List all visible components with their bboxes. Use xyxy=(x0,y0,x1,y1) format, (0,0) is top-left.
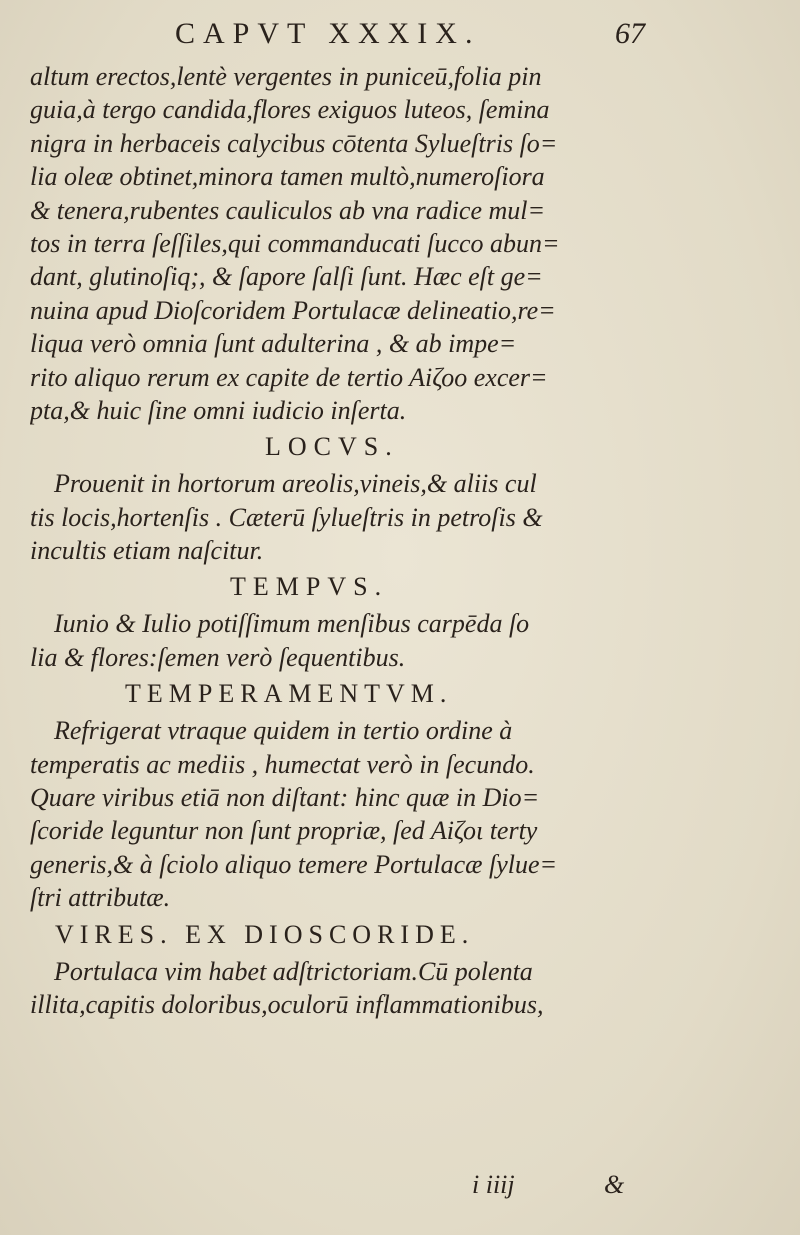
section-heading-tempus: TEMPVS. xyxy=(230,572,389,602)
signature-mark: i iiij xyxy=(472,1170,515,1199)
text-line: temperatis ac mediis , humectat verò in ſecundo. xyxy=(30,749,535,779)
text-line: nigra in herbaceis calycibus cōtenta Sylueſtris ſo= xyxy=(30,128,558,158)
section-heading-locus: LOCVS. xyxy=(265,432,399,462)
text-line: ſtri attributæ. xyxy=(30,883,171,913)
text-block xyxy=(30,60,750,1021)
temperamentum-paragraph xyxy=(30,714,750,914)
text-line: incultis etiam naſcitur. xyxy=(30,536,264,566)
text-line: Quare viribus etiā non diſtant: hinc quæ in Dio= xyxy=(30,783,540,813)
description-paragraph xyxy=(30,60,750,427)
text-line: rito aliquo rerum ex capite de tertio Aiζοο excer= xyxy=(30,362,548,392)
text-line: lia oleæ obtinet,minora tamen multò,numeroſiora xyxy=(30,162,545,192)
tempus-paragraph xyxy=(30,607,750,674)
running-head: CAPVT XXXIX. xyxy=(175,17,481,50)
text-line: Iunio & Iulio potiſſimum menſibus carpēda ſo xyxy=(54,609,530,639)
catchword: & xyxy=(604,1170,625,1199)
text-line: Prouenit in hortorum areolis,vineis,& aliis cul xyxy=(54,469,537,499)
page-header xyxy=(0,14,800,54)
text-line: illita,capitis doloribus,oculorū inflammationibus, xyxy=(30,989,544,1019)
page-number: 67 xyxy=(615,17,645,50)
text-line: generis,& à ſciolo aliquo temere Portulacæ ſylue= xyxy=(30,849,558,879)
section-heading-temperamentum: TEMPERAMENTVM. xyxy=(125,679,453,709)
text-line: Portulaca vim habet adſtrictoriam.Cū polenta xyxy=(54,956,533,986)
text-line: liqua verò omnia ſunt adulterina , & ab impe= xyxy=(30,329,517,359)
text-line: dant, glutinoſiq;, & ſapore ſalſi ſunt. Hæc eſt ge= xyxy=(30,262,543,292)
text-line: & tenera,rubentes cauliculos ab vna radice mul= xyxy=(30,195,546,225)
section-heading-vires: VIRES. EX DIOSCORIDE. xyxy=(55,919,475,949)
vires-paragraph xyxy=(30,955,750,1022)
locus-paragraph xyxy=(30,467,750,567)
text-line: guia,à tergo candida,flores exiguos luteos, ſemina xyxy=(30,95,550,125)
text-line: altum erectos,lentè vergentes in puniceū,folia pin xyxy=(30,62,542,91)
text-line: tos in terra ſeſſiles,qui commanducati ſucco abun= xyxy=(30,228,560,258)
text-line: Refrigerat vtraque quidem in tertio ordine à xyxy=(54,716,513,746)
text-line: tis locis,hortenſis . Cæterū ſylueſtris in petroſis & xyxy=(30,502,543,532)
text-line: ſcoride leguntur non ſunt propriæ, ſed Aiζοι terty xyxy=(30,816,538,846)
text-line: pta,& huic ſine omni iudicio inſerta. xyxy=(30,395,407,425)
text-line: lia & flores:ſemen verò ſequentibus. xyxy=(30,642,406,672)
text-line: nuina apud Dioſcoridem Portulacæ delineatio,re= xyxy=(30,295,556,325)
